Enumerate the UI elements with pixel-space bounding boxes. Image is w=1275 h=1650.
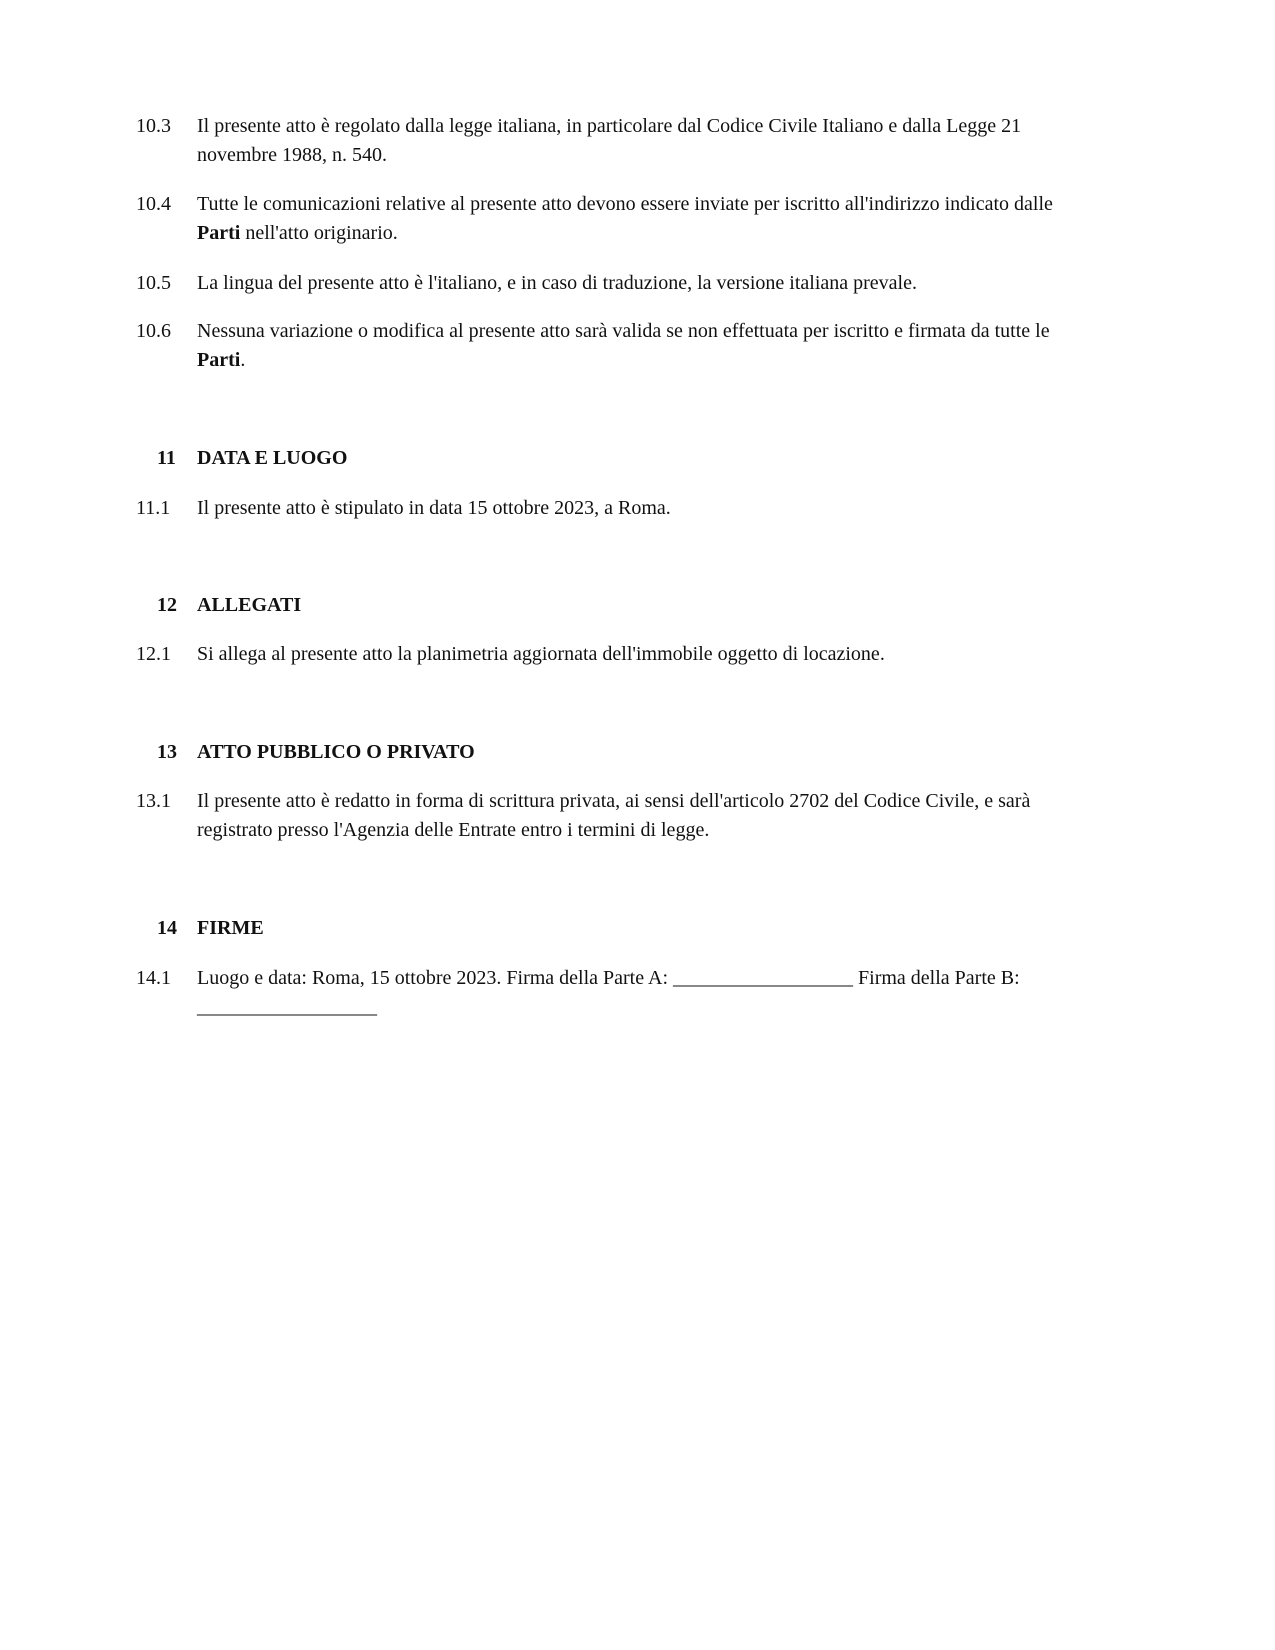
clause-text: Si allega al presente atto la planimetria aggiornata dell'immobile oggetto di locazione. [197, 643, 885, 665]
section-number: 13 [157, 741, 177, 763]
clause-number: 12.1 [136, 643, 171, 665]
bold-term: Parti [197, 349, 241, 371]
clause-number: 14.1 [136, 967, 171, 989]
section-heading-12 [136, 591, 1086, 620]
text-part: Nessuna variazione o modifica al presente atto sarà valida se non effettuata per iscritto e firmata da tutte le [197, 320, 1050, 342]
text-part: Tutte le comunicazioni relative al presente atto devono essere inviate per iscritto all'indirizzo indicato dalle [197, 193, 1053, 215]
clause-13-1 [136, 787, 1086, 845]
section-heading-11 [136, 444, 1086, 473]
section-number: 11 [157, 447, 176, 469]
clause-text [197, 190, 1082, 248]
clause-10-5 [136, 269, 1086, 298]
clause-11-1 [136, 494, 1086, 523]
clause-text: Il presente atto è redatto in forma di scrittura privata, ai sensi dell'articolo 2702 del Codice Civile, e sarà registrato presso l'Agenzia delle Entrate entro i termini di legge. [197, 790, 1031, 841]
section-title: FIRME [197, 917, 264, 939]
clause-text: La lingua del presente atto è l'italiano, e in caso di traduzione, la versione italiana prevale. [197, 272, 917, 294]
clause-number: 13.1 [136, 790, 171, 812]
clause-10-6 [136, 317, 1086, 375]
clause-12-1 [136, 640, 1086, 669]
clause-text [197, 317, 1082, 375]
bold-term: Parti [197, 222, 241, 244]
clause-text: Luogo e data: Roma, 15 ottobre 2023. Firma della Parte A: __________________ Firma della Parte B: __________________ [197, 967, 1020, 1018]
section-title: DATA E LUOGO [197, 447, 348, 469]
section-number: 14 [157, 917, 177, 939]
clause-10-3 [136, 112, 1086, 170]
clause-number: 10.5 [136, 272, 171, 294]
section-heading-14 [136, 914, 1086, 943]
clause-10-4 [136, 190, 1086, 248]
section-title: ALLEGATI [197, 594, 302, 616]
clause-number: 10.3 [136, 115, 171, 137]
clause-number: 11.1 [136, 497, 171, 519]
clause-14-1 [136, 964, 1086, 1022]
section-heading-13 [136, 738, 1086, 767]
section-number: 12 [157, 594, 177, 616]
clause-number: 10.4 [136, 193, 171, 215]
text-part: . [240, 349, 246, 371]
clause-number: 10.6 [136, 320, 171, 342]
text-part: nell'atto originario. [240, 222, 398, 244]
section-title: ATTO PUBBLICO O PRIVATO [197, 741, 475, 763]
clause-text: Il presente atto è stipulato in data 15 ottobre 2023, a Roma. [197, 497, 671, 519]
clause-text: Il presente atto è regolato dalla legge italiana, in particolare dal Codice Civile Italiano e dalla Legge 21 novembre 1988, n. 540. [197, 115, 1022, 166]
